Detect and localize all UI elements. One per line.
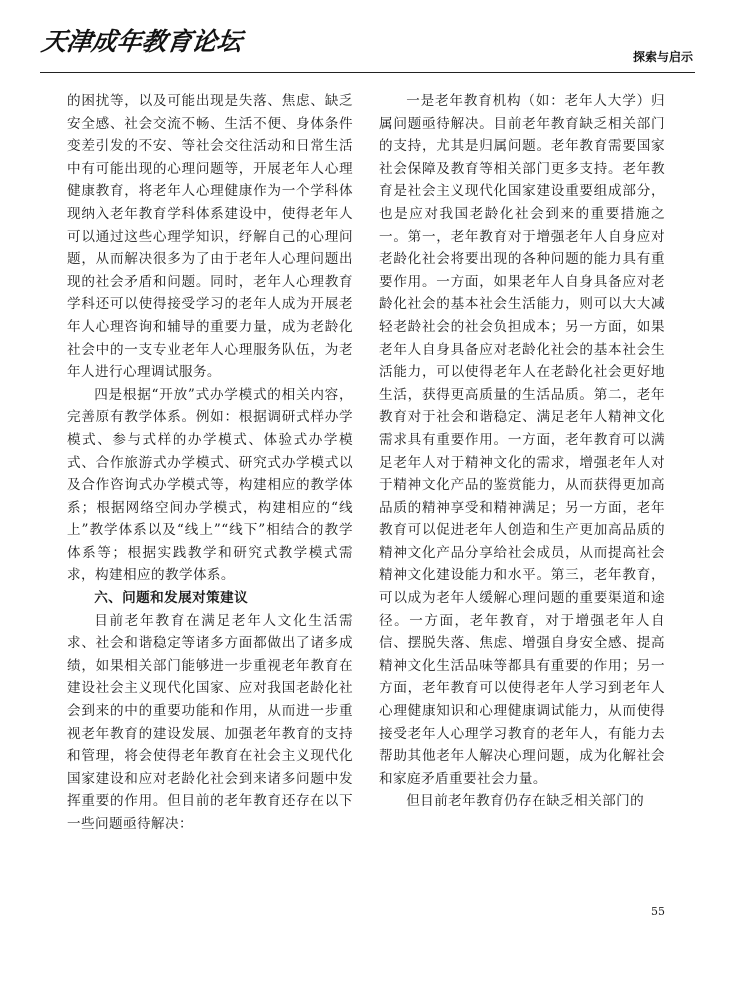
paragraph: 的困扰等，以及可能出现是失落、焦虑、缺乏安全感、社会交流不畅、生活不便、身体条件变差引发的不安、等社会交往活动和日常生活中有可能出现的心理问题等，开展老年人心理健康教育，将老年人心理健康作为一个学科体现纳入老年教育学科体系建设中，使得老年人可以通过这些心理学知识，纾解自己的心理问题，从而解决很多为了由于老年人心理问题出现的社会矛盾和问题。同时，老年人心理教育学科还可以使得接受学习的老年人成为开展老年人心理咨询和辅导的重要力量，成为老龄化社会中的一支专业老年人心理服务队伍，为老年人进行心理调试服务。 [67, 93, 353, 381]
paragraph: 目前老年教育在满足老年人文化生活需求、社会和谐稳定等诸多方面都做出了诸多成绩，如果相关部门能够进一步重视老年教育在建设社会主义现代化国家、应对我国老龄化社会到来的中的重要功能和作用，从而进一步重视老年教育的建设发展、加强老年教育的支持和管理，将会使得老年教育在社会主义现代化国家建设和应对老龄化社会到来诸多问题中发挥重要的作用。但目前的老年教育还存在以下一些问题亟待解决： [67, 612, 353, 832]
paragraph: 四是根据“开放”式办学模式的相关内容，完善原有教学体系。例如：根据调研式样办学模式、参与式样的办学模式、体验式办学模式、合作旅游式办学模式、研究式办学模式以及合作咨询式办学模式等，构建相应的教学体系；根据网络空间办学模式，构建相应的“线上”教学体系以及“线上”“线下”相结合的教学体系等；根据实践教学和研究式教学模式需求，构建相应的教学体系。 [67, 386, 353, 584]
paragraph: 但目前老年教育仍存在缺乏相关部门的 [406, 793, 645, 810]
section-heading: 六、问题和发展对策建议 [94, 590, 249, 607]
page-number: 55 [651, 905, 665, 918]
page-header [40, 20, 695, 72]
paragraph: 一是老年教育机构（如：老年人大学）归属问题亟待解决。目前老年教育缺乏相关部门的支持，尤其是归属问题。老年教育需要国家社会保障及教育等相关部门更多支持。老年教育是社会主义现代化国家建设重要组成部分，也是应对我国老龄化社会到来的重要措施之一。第一，老年教育对于增强老年人自身应对老龄化社会将要出现的各种问题的能力具有重要作用。一方面，如果老年人自身具备应对老龄化社会的基本社会生活能力，则可以大大减轻老龄社会的社会负担成本；另一方面，如果老年人自身具备应对老龄化社会的基本社会生活能力，可以使得老年人在老龄化社会更好地生活，获得更高质量的生活品质。第二，老年教育对于社会和谐稳定、满足老年人精神文化需求具有重要作用。一方面，老年教育可以满足老年人对于精神文化的需求，增强老年人对于精神文化产品的鉴赏能力，从而获得更加高品质的精神享受和精神满足；另一方面，老年教育可以促进老年人创造和生产更加高品质的精神文化产品分享给社会成员，从而提高社会精神文化建设能力和水平。第三，老年教育，可以成为老年人缓解心理问题的重要渠道和途径。一方面，老年教育，对于增强老年人自信、摆脱失落、焦虑、增强自身安全感、提高精神文化生活品味等都具有重要的作用；另一方面，老年教育可以使得老年人学习到老年人心理健康知识和心理健康调试能力，从而使得接受老年人心理学习教育的老年人，有能力去帮助其他老年人解决心理问题，成为化解社会和家庭矛盾重要社会力量。 [379, 93, 665, 787]
left-column [67, 90, 353, 836]
right-column [379, 90, 665, 813]
section-label: 探索与启示 [632, 50, 693, 64]
journal-logo: 天津成年教育论坛 [39, 27, 244, 56]
header-rule [40, 72, 695, 73]
